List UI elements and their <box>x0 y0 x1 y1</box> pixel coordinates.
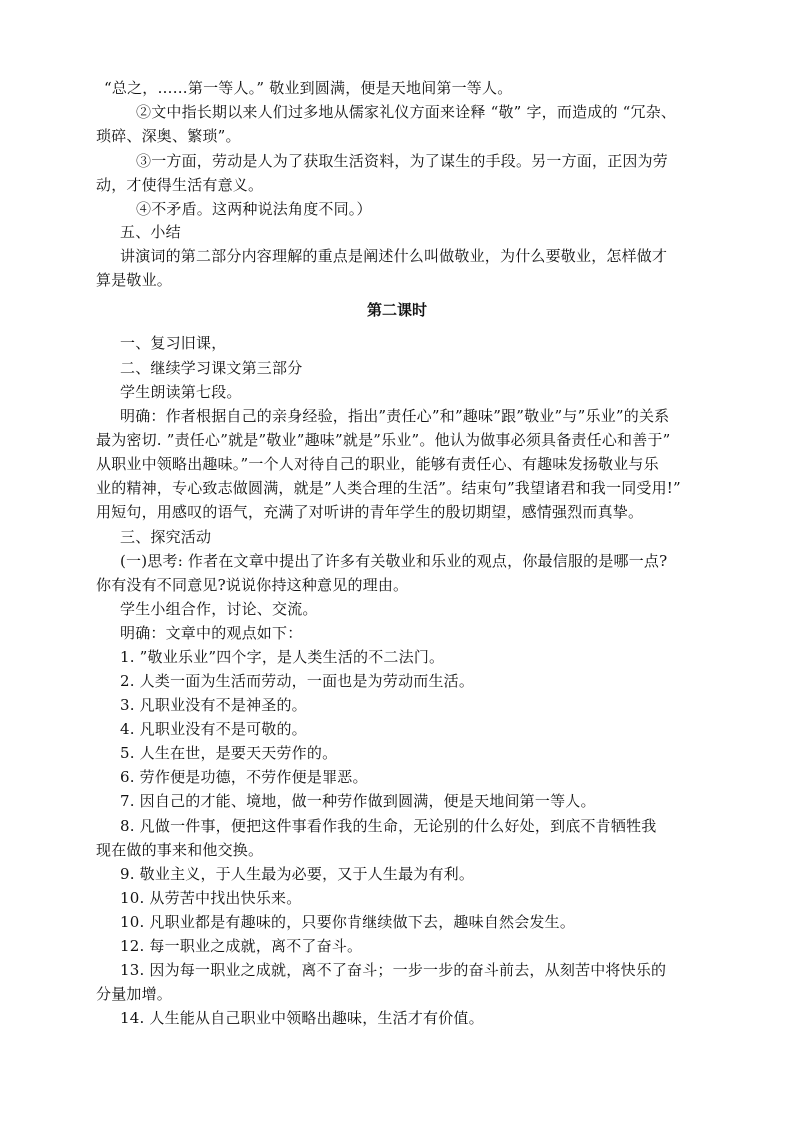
section-heading: 五、小结 <box>120 223 181 241</box>
section-heading: 二、继续学习课文第三部分 <box>120 359 303 377</box>
list-item: 12. 每一职业之成就，离不了奋斗。 <box>120 937 363 955</box>
list-item: 4. 凡职业没有不是可敬的。 <box>120 720 307 738</box>
list-item: 13. 因为每一职业之成就，离不了奋斗；一步一步的奋斗前去，从刻苦中将快乐的 <box>120 961 667 979</box>
list-item: 9. 敬业主义，于人生最为必要，又于人生最为有利。 <box>120 865 475 883</box>
section-heading: 三、探究活动 <box>120 528 212 546</box>
list-item: 1. ”敬业乐业”四个字，是人类生活的不二法门。 <box>120 648 445 666</box>
list-item: 14. 人生能从自己职业中领略出趣味，生活才有价值。 <box>120 1009 484 1027</box>
text-line: 从职业中领略出趣味。”一个人对待自己的职业，能够有责任心、有趣味发扬敬业与乐 <box>96 455 659 473</box>
list-item: 10. 凡职业都是有趣味的，只要你肯继续做下去，趣味自然会发生。 <box>120 913 576 931</box>
list-item: 6. 劳作便是功德，不劳作便是罪恶。 <box>120 768 368 786</box>
lesson-title: 第二课时 <box>366 301 427 319</box>
text-line: 最为密切. ”责任心”就是”敬业”趣味”就是”乐业”。他认为做事必须具备责任心和善于” <box>96 431 671 449</box>
text-line: “总之，……第一等人。” 敬业到圆满，便是天地间第一等人。 <box>104 79 513 97</box>
text-line: 学生朗读第七段。 <box>120 383 242 401</box>
text-line: 明确：文章中的观点如下： <box>120 624 303 642</box>
text-line: 业的精神，专心致志做圆满，就是”人类合理的生活”。结束句”我望诸君和我一同受用!” <box>96 479 681 497</box>
text-line: 你有没有不同意见?说说你持这种意见的理由。 <box>96 576 409 594</box>
list-item: 2. 人类一面为生活而劳动，一面也是为劳动而生活。 <box>120 672 475 690</box>
text-line: 用短句，用感叹的语气，充满了对听讲的青年学生的殷切期望，感情强烈而真挚。 <box>96 503 644 521</box>
text-line: (一)思考: 作者在文章中提出了许多有关敬业和乐业的观点，你最信服的是哪一点? <box>120 552 668 570</box>
list-item: 10. 从劳苦中找出快乐来。 <box>120 889 302 907</box>
list-item: 3. 凡职业没有不是神圣的。 <box>120 696 307 714</box>
list-item: 5. 人生在世，是要天天劳作的。 <box>120 744 338 762</box>
section-heading: 一、复习旧课， <box>120 334 227 352</box>
text-line: 学生小组合作，讨论、交流。 <box>120 600 318 618</box>
text-line: ②文中指长期以来人们过多地从儒家礼仪方面来诠释 “敬” 字，而造成的 “冗杂、 <box>136 103 677 121</box>
text-line: ③一方面，劳动是人为了获取生活资料，为了谋生的手段。另一方面，正因为劳 <box>136 152 669 170</box>
list-item: 8. 凡做一件事，便把这件事看作我的生命，无论别的什么好处，到底不肯牺牲我 <box>120 817 657 835</box>
text-line: 现在做的事来和他交换。 <box>96 841 264 859</box>
text-line: 讲演词的第二部分内容理解的重点是阐述什么叫做敬业，为什么要敬业，怎样做才 <box>120 247 668 265</box>
text-line: 动，才使得生活有意义。 <box>96 176 264 194</box>
text-line: 明确：作者根据自己的亲身经验，指出”责任心”和”趣味”跟”敬业”与”乐业”的关系 <box>120 407 670 425</box>
list-item: 7. 因自己的才能、境地，做一种劳作做到圆满，便是天地间第一等人。 <box>120 792 596 810</box>
text-line: 琐碎、深奥、繁琐”。 <box>96 127 241 145</box>
text-line: ④不矛盾。这两种说法角度不同。） <box>136 200 372 218</box>
text-line: 算是敬业。 <box>96 271 173 289</box>
text-line: 分量加增。 <box>96 985 173 1003</box>
